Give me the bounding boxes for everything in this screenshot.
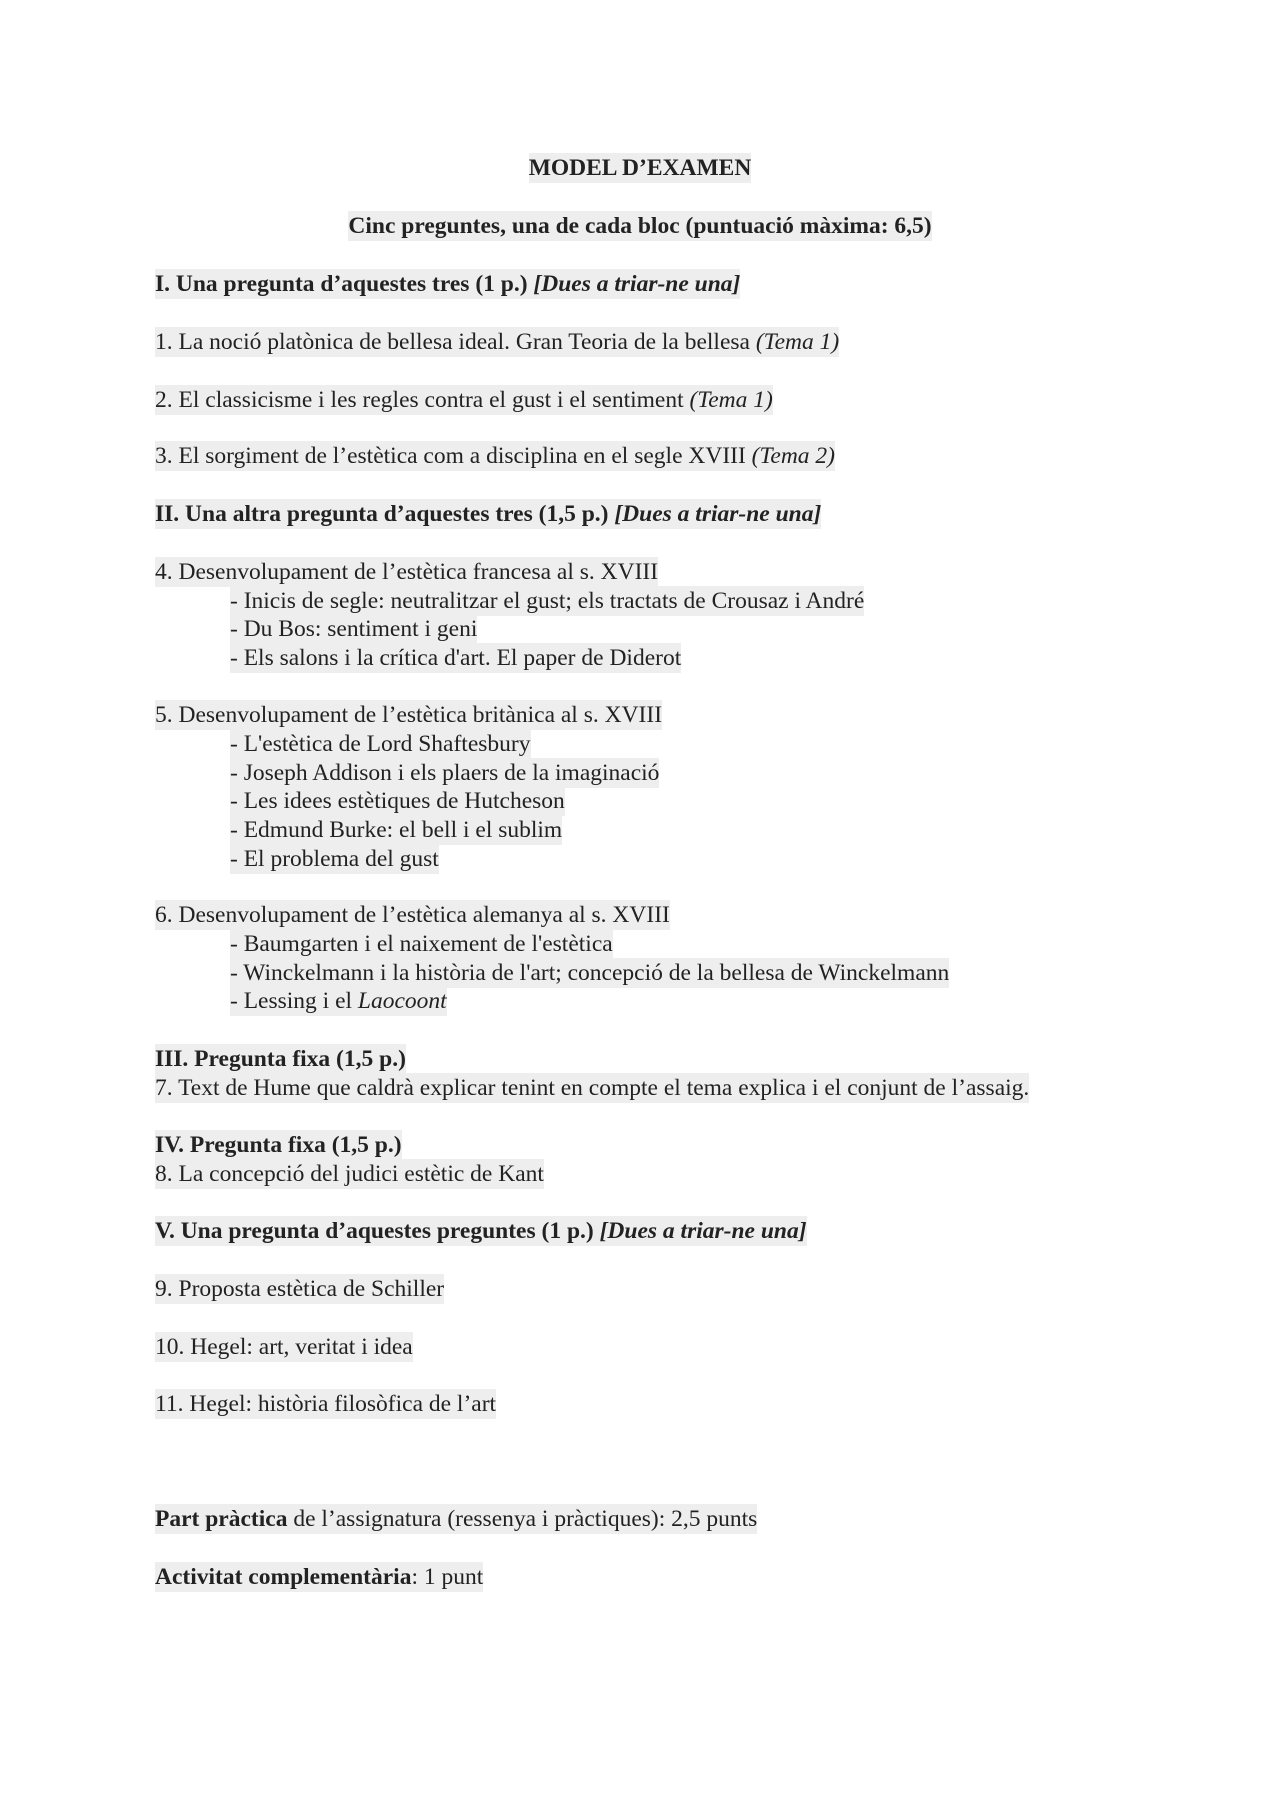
question-5: 5. Desenvolupament de l’estètica britànica al s. XVIII xyxy=(155,702,663,728)
block-5-heading: V. Una pregunta d’aquestes preguntes (1 p.) [Dues a triar-ne una] xyxy=(155,1218,807,1244)
question-4-item: - Els salons i la crítica d'art. El paper de Diderot xyxy=(230,645,682,671)
question-2: 2. El classicisme i les regles contra el gust i el sentiment (Tema 1) xyxy=(155,387,773,413)
question-3: 3. El sorgiment de l’estètica com a disciplina en el segle XVIII (Tema 2) xyxy=(155,443,836,469)
question-4-item: - Du Bos: sentiment i geni xyxy=(230,616,478,642)
question-7: 7. Text de Hume que caldrà explicar tenint en compte el tema explica i el conjunt de l’assaig. xyxy=(155,1075,1030,1101)
question-4-item: - Inicis de segle: neutralitzar el gust; els tractats de Crousaz i André xyxy=(230,588,865,614)
question-5-item: - L'estètica de Lord Shaftesbury xyxy=(230,731,531,757)
question-1: 1. La noció platònica de bellesa ideal. Gran Teoria de la bellesa (Tema 1) xyxy=(155,329,840,355)
question-6-item: - Winckelmann i la història de l'art; concepció de la bellesa de Winckelmann xyxy=(230,960,950,986)
question-6-item: - Lessing i el Laocoont xyxy=(230,988,447,1014)
question-10: 10. Hegel: art, veritat i idea xyxy=(155,1334,413,1360)
practical-part: Part pràctica de l’assignatura (ressenya i pràctiques): 2,5 punts xyxy=(155,1506,758,1532)
question-8: 8. La concepció del judici estètic de Kant xyxy=(155,1161,544,1187)
complementary-activity: Activitat complementària: 1 punt xyxy=(155,1564,484,1590)
question-11: 11. Hegel: història filosòfica de l’art xyxy=(155,1391,497,1417)
block-4-heading: IV. Pregunta fixa (1,5 p.) xyxy=(155,1132,402,1158)
page-subtitle: Cinc preguntes, una de cada bloc (puntuació màxima: 6,5) xyxy=(348,213,932,239)
question-5-item: - Les idees estètiques de Hutcheson xyxy=(230,788,565,814)
question-6-item: - Baumgarten i el naixement de l'estètica xyxy=(230,931,613,957)
block-2-heading: II. Una altra pregunta d’aquestes tres (1,5 p.) [Dues a triar-ne una] xyxy=(155,501,822,527)
question-4: 4. Desenvolupament de l’estètica francesa al s. XVIII xyxy=(155,559,659,585)
block-3-heading: III. Pregunta fixa (1,5 p.) xyxy=(155,1046,406,1072)
question-9: 9. Proposta estètica de Schiller xyxy=(155,1276,445,1302)
block-1-heading: I. Una pregunta d’aquestes tres (1 p.) [Dues a triar-ne una] xyxy=(155,271,741,297)
question-6: 6. Desenvolupament de l’estètica alemanya al s. XVIII xyxy=(155,902,670,928)
question-5-item: - Joseph Addison i els plaers de la imaginació xyxy=(230,760,660,786)
question-5-item: - El problema del gust xyxy=(230,846,439,872)
page-title: MODEL D’EXAMEN xyxy=(528,155,752,181)
question-5-item: - Edmund Burke: el bell i el sublim xyxy=(230,817,563,843)
